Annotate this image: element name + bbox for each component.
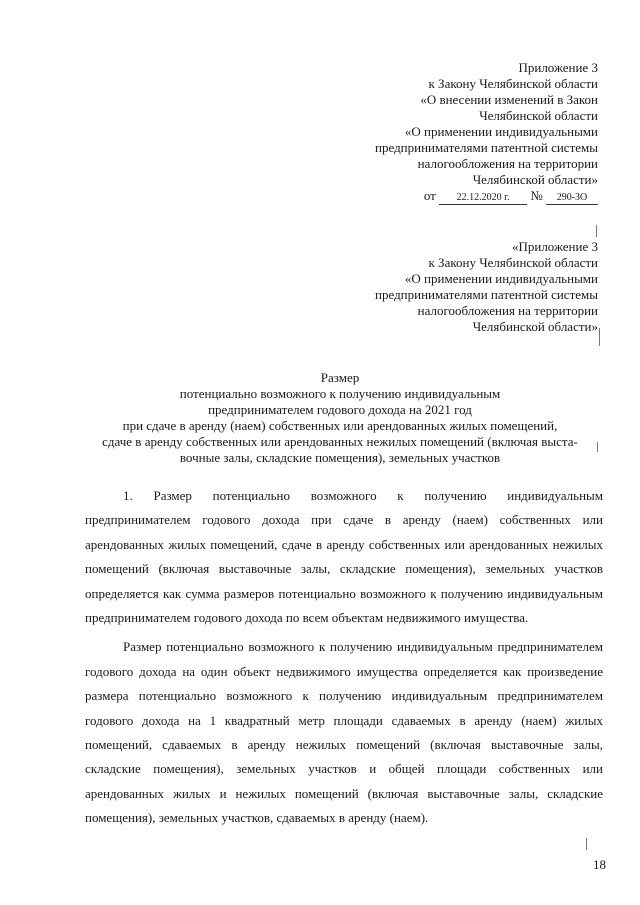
scan-mark — [596, 225, 597, 237]
title-line: вочные залы, складские помещения), земельных участков — [179, 450, 501, 465]
title-line: потенциально возможного к получению индивидуальным — [179, 386, 501, 401]
annex-line: Приложение 3 — [518, 60, 598, 75]
scan-mark — [597, 442, 598, 452]
body-paragraph: 1. Размер потенциально возможного к получению индивидуальным предпринимателем годового дохода при сдаче в аренду (наем) собственных или арендованных жилых помещений, сдаче в аренду собственных или арендованных нежилых помещений (включая выставочные залы, складские помещения), земельных участков определяется как сумма размеров потенциально возможного к получению индивидуальным предпринимателем годового дохода по всем объектам недвижимого имущества. — [85, 488, 603, 626]
amendment-annex-header — [375, 60, 598, 205]
scan-mark — [599, 328, 600, 346]
annex-line: налогообложения на территории — [417, 156, 598, 171]
annex-line: Челябинской области» — [472, 319, 598, 334]
annex-line: «О применении индивидуальными — [404, 271, 598, 286]
title-line: сдаче в аренду собственных или арендованных нежилых помещений (включая выста- — [102, 434, 578, 449]
number-prefix: № — [530, 188, 543, 203]
law-date-number-line — [375, 188, 598, 205]
annex-line: предпринимателями патентной системы — [375, 287, 598, 302]
page-number: 18 — [593, 857, 606, 872]
body-paragraph: Размер потенциально возможного к получению индивидуальным предпринимателем годового дохода на один объект недвижимого имущества определяется как произведение размера потенциально возможного к получению индивидуальным предпринимателем годового дохода на 1 квадратный метр площади сдаваемых в аренду (наем) жилых помещений, сдаваемых в аренду нежилых помещений (включая выставочные залы, складские помещения), земельных участков и общей площади собственных или арендованных жилых и нежилых помещений (включая выставочные залы, складские помещения), земельных участков, сдаваемых в аренду (наем). — [85, 639, 603, 826]
annex-line: предпринимателями патентной системы — [375, 140, 598, 155]
annex-line: налогообложения на территории — [417, 303, 598, 318]
law-date: 22.12.2020 г. — [439, 192, 527, 205]
title-line: при сдаче в аренду (наем) собственных или арендованных жилых помещений, — [122, 418, 558, 433]
annex-line: «О применении индивидуальными — [404, 124, 598, 139]
annex-line: «О внесении изменений в Закон — [420, 92, 598, 107]
date-prefix: от — [423, 188, 436, 203]
title-line: Размер — [320, 370, 360, 385]
law-number: 290-ЗО — [546, 192, 598, 205]
document-title — [80, 370, 600, 466]
document-body — [85, 484, 603, 831]
annex-line: к Закону Челябинской области — [428, 255, 598, 270]
scan-mark — [586, 838, 587, 850]
annex-line: Челябинской области» — [472, 172, 598, 187]
title-line: предпринимателем годового дохода на 2021 год — [208, 402, 472, 417]
annex-line: «Приложение 3 — [511, 239, 598, 254]
annex-line: Челябинской области — [479, 108, 598, 123]
original-annex-header — [375, 239, 598, 335]
annex-line: к Закону Челябинской области — [428, 76, 598, 91]
